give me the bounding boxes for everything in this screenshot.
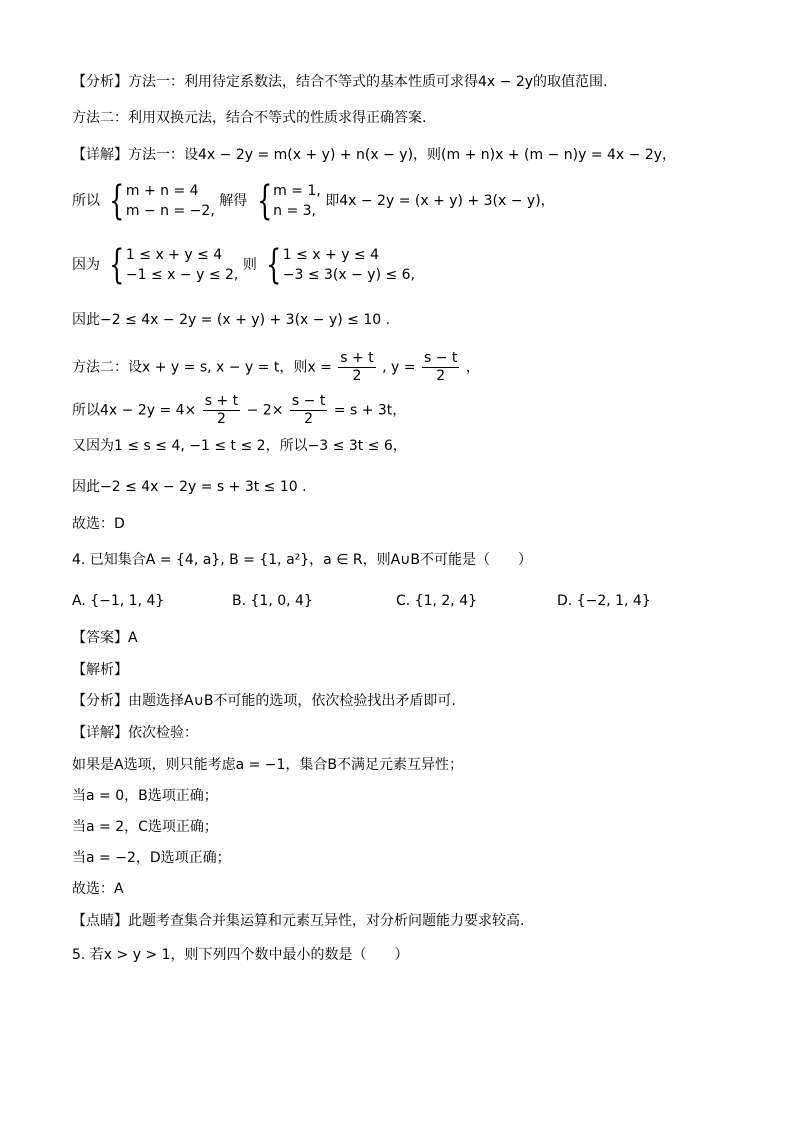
method-two-substitution xyxy=(72,350,480,385)
question-5-stem: 5. 若x > y > 1，则下列四个数中最小的数是（ ） xyxy=(72,947,409,963)
analysis-method-two: 方法二：利用双换元法，结合不等式的性质求得正确答案. xyxy=(72,110,427,126)
option-c: C. {1, 2, 4} xyxy=(396,593,478,609)
text-part: − 2× xyxy=(246,402,284,419)
method-one-conclusion: 因此−2 ≤ 4x − 2y = (x + y) + 3(x − y) ≤ 10 . xyxy=(72,312,391,328)
system-row: −3 ≤ 3(x − y) ≤ 6, xyxy=(282,267,416,283)
system-row: −1 ≤ x − y ≤ 2, xyxy=(125,267,239,283)
q4-check-d: 当a = −2，D选项正确； xyxy=(72,850,231,866)
brace: { xyxy=(109,178,125,224)
solution-label: 【解析】 xyxy=(72,662,128,678)
text-part: 方法二：设x + y = s, x − y = t，则x = xyxy=(72,359,332,376)
answer-label: 【答案】A xyxy=(72,630,138,646)
equation-system-1 xyxy=(104,178,215,224)
text-part: , y = xyxy=(382,359,416,376)
brace: { xyxy=(109,242,125,288)
fraction-numerator: s + t xyxy=(204,393,239,409)
q4-check-c: 当a = 2，C选项正确； xyxy=(72,819,218,835)
q4-comment: 【点睛】此题考查集合并集运算和元素互异性，对分析问题能力要求较高. xyxy=(72,913,525,929)
brace: { xyxy=(256,178,273,224)
text-mid: 解得 xyxy=(219,193,248,209)
text-suffix: 即4x − 2y = (x + y) + 3(x − y)， xyxy=(325,193,555,209)
q4-answer: 故选：A xyxy=(72,881,124,897)
fraction-denominator: 2 xyxy=(304,411,314,427)
fraction-numerator: s − t xyxy=(423,350,458,366)
analysis-method-one: 【分析】方法一：利用待定系数法，结合不等式的基本性质可求得4x − 2y的取值范围. xyxy=(72,74,608,90)
fraction-numerator: s − t xyxy=(291,393,326,409)
text-prefix: 所以 xyxy=(72,193,100,209)
fraction xyxy=(422,350,459,385)
option-d: D. {−2, 1, 4} xyxy=(557,593,651,609)
text-part: = s + 3t， xyxy=(333,402,407,419)
system-row: 1 ≤ x + y ≤ 4 xyxy=(282,247,380,263)
fraction xyxy=(203,393,240,428)
detail-method-one-setup: 【详解】方法一：设4x − 2y = m(x + y) + n(x − y)，则(m + n)x + (m − n)y = 4x − 2y， xyxy=(72,147,677,163)
text-part: ， xyxy=(465,359,480,376)
option-b: B. {1, 0, 4} xyxy=(232,593,313,609)
q4-check-a: 如果是A选项，则只能考虑a = −1，集合B不满足元素互异性； xyxy=(72,757,464,773)
system-row: m + n = 4 xyxy=(125,183,199,199)
system-row: m = 1, xyxy=(273,183,321,199)
brace: { xyxy=(266,242,282,288)
method-two-expression xyxy=(72,393,406,428)
inequality-system-1 xyxy=(104,242,239,288)
method-two-conclusion: 因此−2 ≤ 4x − 2y = s + 3t ≤ 10 . xyxy=(72,479,307,495)
fraction-denominator: 2 xyxy=(436,368,446,384)
q4-check-b: 当a = 0，B选项正确； xyxy=(72,788,218,804)
method-two-bounds: 又因为1 ≤ s ≤ 4, −1 ≤ t ≤ 2，所以−3 ≤ 3t ≤ 6， xyxy=(72,438,407,454)
fraction xyxy=(290,393,327,428)
fraction-denominator: 2 xyxy=(217,411,226,427)
fraction xyxy=(338,350,375,385)
system-solve-line xyxy=(72,178,555,224)
system-row: 1 ≤ x + y ≤ 4 xyxy=(125,247,223,263)
q4-analysis: 【分析】由题选择A∪B不可能的选项，依次检验找出矛盾即可. xyxy=(72,693,456,709)
text-prefix: 因为 xyxy=(72,257,100,273)
inequality-system-2 xyxy=(261,242,416,288)
q4-detail-heading: 【详解】依次检验： xyxy=(72,725,198,741)
text-part: 所以4x − 2y = 4× xyxy=(72,402,197,419)
system-row: n = 3, xyxy=(273,203,317,219)
fraction-numerator: s + t xyxy=(340,350,374,366)
system-row: m − n = −2, xyxy=(125,203,215,219)
text-mid: 则 xyxy=(242,257,257,273)
answer-choice-line: 故选：D xyxy=(72,516,125,532)
option-a: A. {−1, 1, 4} xyxy=(72,593,165,609)
equation-system-2 xyxy=(252,178,321,224)
question-4-stem: 4. 已知集合A = {4, a}, B = {1, a²}，a ∈ R，则A∪B不可能是（ ） xyxy=(72,552,532,568)
inequality-system-line xyxy=(72,242,416,288)
fraction-denominator: 2 xyxy=(352,368,362,384)
